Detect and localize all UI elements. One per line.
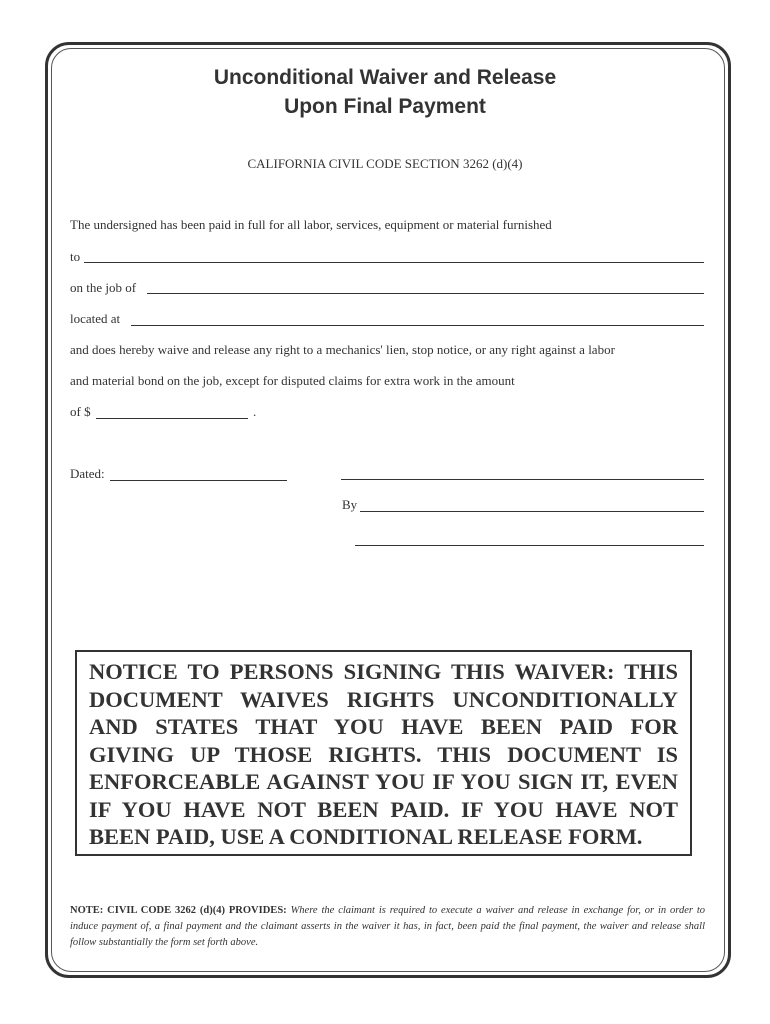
to-label: to xyxy=(70,249,81,264)
code-section-subtitle: CALIFORNIA CIVIL CODE SECTION 3262 (d)(4) xyxy=(247,156,523,171)
dated-label: Dated: xyxy=(70,466,105,481)
to-field[interactable] xyxy=(84,262,704,263)
civil-code-note xyxy=(70,903,705,951)
claimant-name-field[interactable] xyxy=(341,479,704,480)
job-field[interactable] xyxy=(147,293,704,294)
title-field[interactable] xyxy=(355,545,704,546)
waiver-statement-line2: and material bond on the job, except for disputed claims for extra work in the amount xyxy=(70,373,515,388)
notice-text: NOTICE TO PERSONS SIGNING THIS WAIVER: THIS DOCUMENT WAIVES RIGHTS UNCONDITIONALLY AND STATES THAT YOU HAVE BEEN PAID FOR GIVING UP THOSE RIGHTS. THIS DOCUMENT IS ENFORCEABLE AGAINST YOU IF YOU SIGN IT, EVEN IF YOU HAVE NOT BEEN PAID. IF YOU HAVE NOT BEEN PAID, USE A CONDITIONAL RELEASE FORM. xyxy=(89,659,678,849)
intro-statement: The undersigned has been paid in full for all labor, services, equipment or material furnished xyxy=(70,217,552,232)
by-label: By xyxy=(342,497,358,512)
located-label: located at xyxy=(70,311,121,326)
job-label: on the job of xyxy=(70,280,137,295)
amount-suffix: . xyxy=(253,404,257,419)
amount-field[interactable] xyxy=(96,418,248,419)
waiver-statement-line1: and does hereby waive and release any right to a mechanics' lien, stop notice, or any right against a labor xyxy=(70,342,615,357)
note-label: NOTE: CIVIL CODE 3262 (d)(4) PROVIDES: xyxy=(70,905,287,916)
notice-box xyxy=(75,650,692,856)
date-field[interactable] xyxy=(110,480,287,481)
document-title-line1: Unconditional Waiver and Release xyxy=(213,66,557,89)
location-field[interactable] xyxy=(131,325,704,326)
amount-prefix: of $ xyxy=(70,404,91,419)
note-body: Where the claimant is required to execute a waiver and release in exchange for, or in order to induce payment of, a final payment and the claimant asserts in the waiver it has, in fact, been paid the final payment, the waiver and release shall follow substantially the form set forth above. xyxy=(70,905,706,948)
document-title-line2: Upon Final Payment xyxy=(284,95,486,118)
signature-field[interactable] xyxy=(360,511,704,512)
